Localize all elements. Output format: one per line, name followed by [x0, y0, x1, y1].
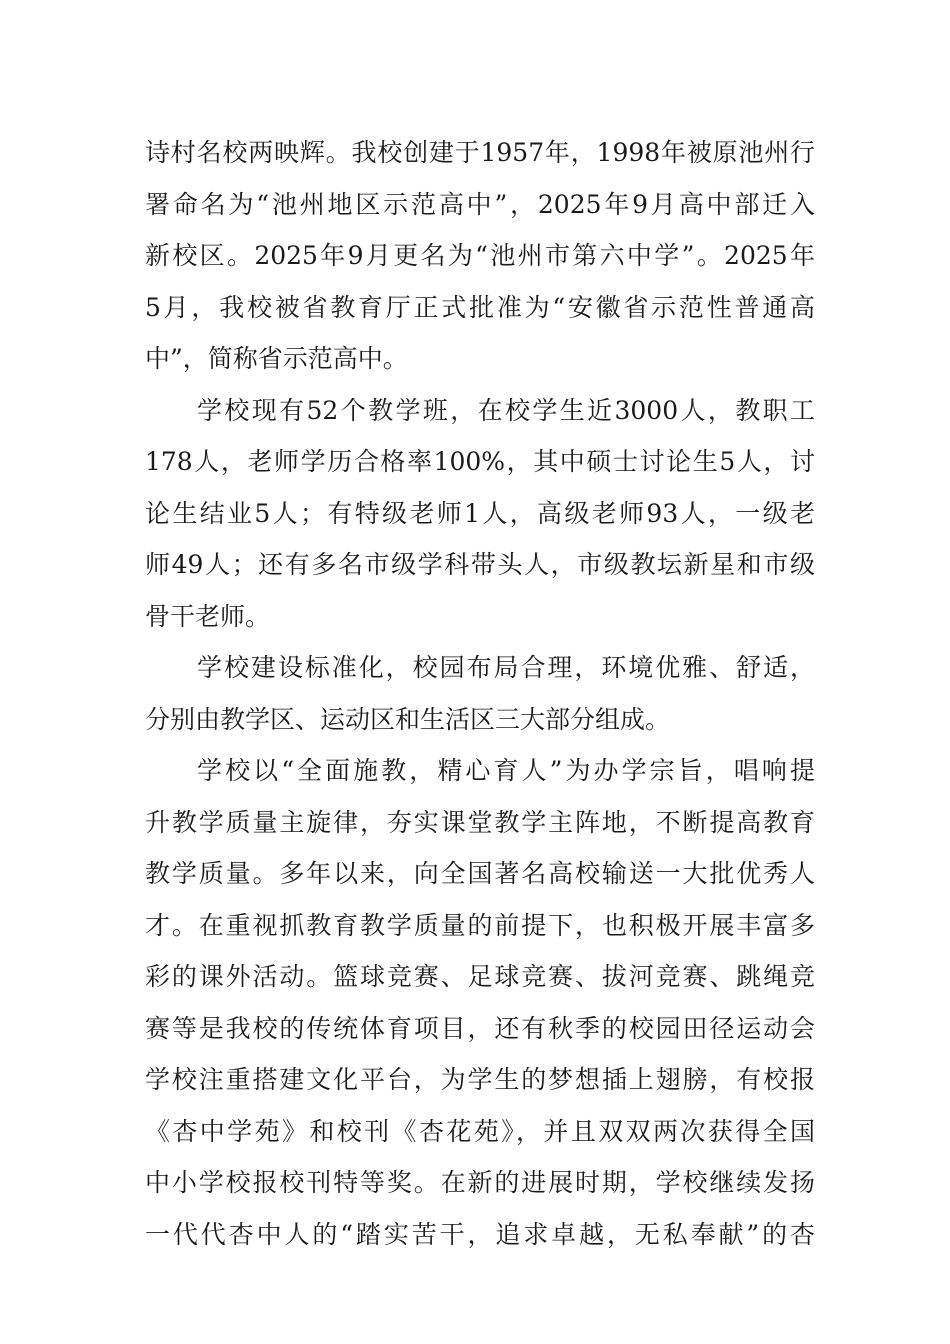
text-line: 教学质量。多年以来，向全国著名高校输送一大批优秀人	[145, 859, 815, 888]
text-line: 5月，我校被省教育厅正式批准为“安徽省示范性普通高	[145, 292, 815, 322]
text-line: 178人，老师学历合格率100%，其中硕士讨论生5人，讨	[145, 447, 815, 476]
text-line: 才。在重视抓教育教学质量的前提下，也积极开展丰富多	[145, 910, 815, 940]
text-line: 赛等是我校的传统体育项目，还有秋季的校园田径运动会	[145, 1013, 815, 1043]
text-line: 中”，简称省示范高中。	[145, 344, 408, 373]
text-line: 新校区。2025年9月更名为“池州市第六中学”。2025年	[145, 241, 815, 270]
text-line: 论生结业5人；有特级老师1人，高级老师93人，一级老	[145, 498, 815, 528]
body-text	[145, 127, 815, 1260]
text-line: 学校现有52个教学班，在校学生近3000人，教职工	[197, 395, 815, 425]
text-line: 骨干老师。	[145, 601, 271, 631]
text-line: 师49人；还有多名市级学科带头人，市级教坛新星和市级	[145, 550, 815, 579]
text-line: 彩的课外活动。篮球竞赛、足球竞赛、拔河竞赛、跳绳竞	[145, 962, 815, 991]
text-line: 一代代杏中人的“踏实苦干，追求卓越，无私奉献”的杏	[145, 1219, 815, 1249]
text-line: 升教学质量主旋律，夯实课堂教学主阵地，不断提高教育	[145, 807, 815, 837]
text-line: 《杏中学苑》和校刊《杏花苑》，并且双双两次获得全国	[145, 1116, 815, 1146]
text-line: 署命名为“池州地区示范高中”，2025年9月高中部迁入	[145, 189, 815, 219]
text-line: 分别由教学区、运动区和生活区三大部分组成。	[145, 704, 671, 734]
text-line: 学校注重搭建文化平台，为学生的梦想插上翅膀，有校报	[145, 1065, 815, 1094]
text-line: 学校以“全面施教，精心育人”为办学宗旨，唱响提	[197, 756, 815, 785]
text-line: 中小学校报校刊特等奖。在新的进展时期，学校继续发扬	[145, 1168, 815, 1197]
text-line: 学校建设标准化，校园布局合理，环境优雅、舒适，	[197, 653, 815, 682]
text-line: 诗村名校两映辉。我校创建于1957年，1998年被原池州行	[145, 138, 815, 167]
